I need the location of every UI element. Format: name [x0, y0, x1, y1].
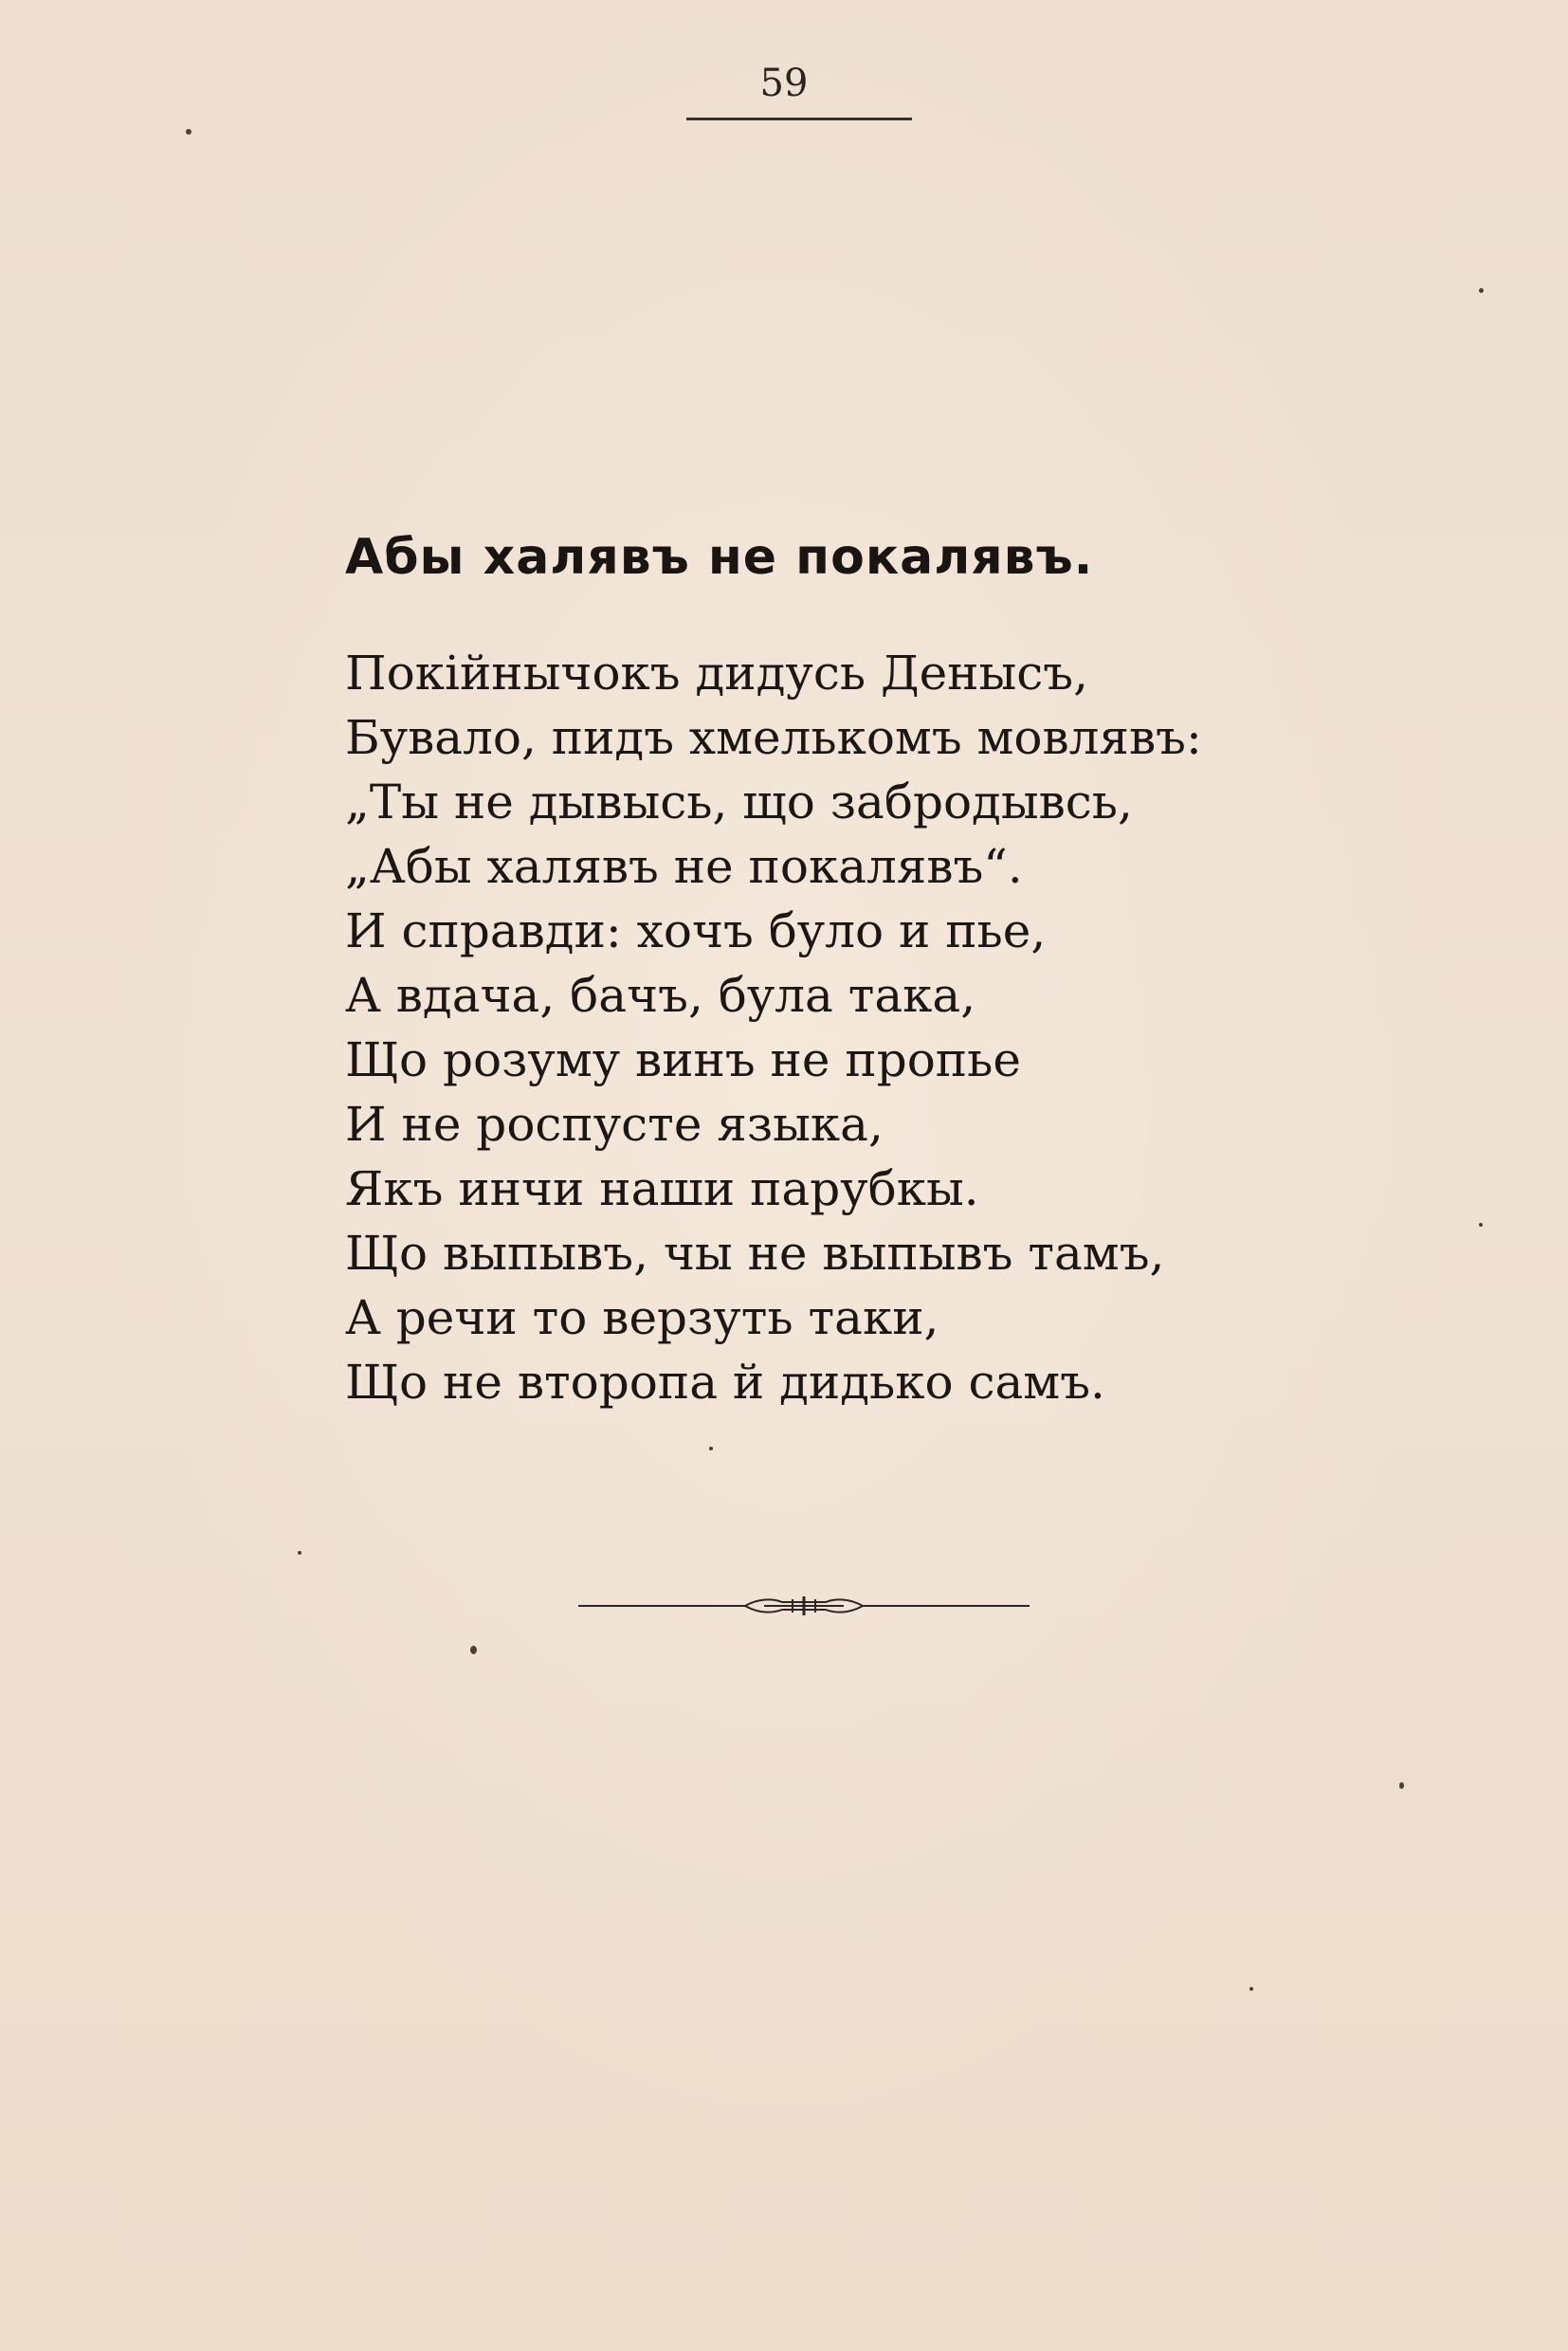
verse-line: Що не второпа й дидько самъ. [345, 1355, 1105, 1410]
paper-speck [470, 1646, 477, 1654]
verse-line: Що розуму винъ не пропье [345, 1032, 1021, 1087]
paper-speck [1399, 1782, 1404, 1789]
verse-line: Бувало, пидъ хмелькомъ мовлявъ: [345, 710, 1202, 765]
paper-speck [1249, 1987, 1253, 1991]
verse-line: И не роспусте языка, [345, 1097, 884, 1152]
paper-speck [186, 129, 191, 135]
header-rule [686, 118, 912, 120]
verse-line: А речи то верзуть таки, [345, 1290, 939, 1345]
verse-line: А вдача, бачъ, була така, [345, 968, 976, 1023]
poem-verse [345, 641, 1293, 1414]
verse-line: Покійнычокъ дидусь Денысъ, [345, 646, 1089, 701]
paper-speck [1479, 288, 1484, 293]
ornament-divider-icon [578, 1589, 1030, 1623]
paper-speck [1479, 1223, 1483, 1227]
page-number: 59 [759, 62, 809, 105]
verse-line: Що выпывъ, чы не выпывъ тамъ, [345, 1226, 1165, 1281]
paper-speck [298, 1551, 301, 1555]
poem-title: Абы халявъ не покалявъ. [345, 529, 1094, 586]
verse-line: И справди: хочъ було и пье, [345, 903, 1047, 958]
verse-line: „Ты не дывысь, що забродывсь, [345, 775, 1133, 829]
verse-line: „Абы халявъ не покалявъ“. [345, 839, 1023, 894]
paper-speck [709, 1447, 713, 1450]
verse-line: Якъ инчи наши парубкы. [345, 1161, 979, 1216]
